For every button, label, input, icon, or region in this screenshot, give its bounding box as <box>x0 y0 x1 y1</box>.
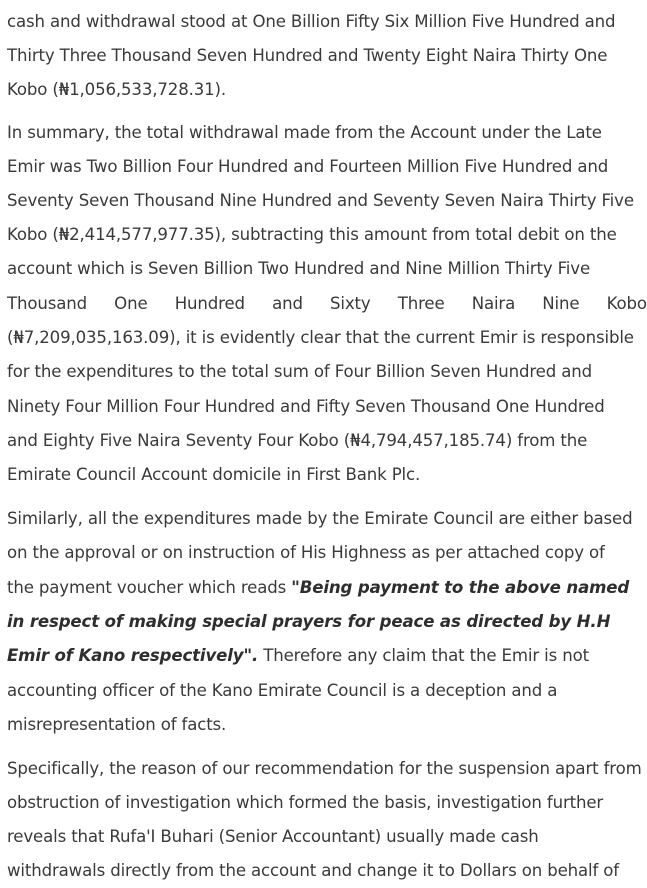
text-line: for the expenditures to the total sum of Four Billion Seven Hundred and <box>7 362 593 381</box>
plain-text: the payment voucher which reads <box>7 578 292 597</box>
word: and <box>272 294 303 313</box>
word: One <box>114 294 148 313</box>
word: Thousand <box>7 294 87 313</box>
text-line: misrepresentation of facts. <box>7 715 227 734</box>
text-line: reveals that Rufa'I Buhari (Senior Accountant) usually made cash <box>7 827 539 846</box>
voucher-quote: Emir of Kano respectively". <box>7 646 259 665</box>
word: Three <box>397 294 445 313</box>
text-line: obstruction of investigation which formed the basis, investigation further <box>7 793 604 812</box>
text-line: (₦7,209,035,163.09), it is evidently clear that the current Emir is responsible <box>7 328 634 347</box>
text-line: and Eighty Five Naira Seventy Four Kobo (₦4,794,457,185.74) from the <box>7 431 588 450</box>
text-line <box>7 639 589 673</box>
word: Naira <box>471 294 516 313</box>
justified-text-line <box>7 287 647 321</box>
text-line: In summary, the total withdrawal made from the Account under the Late <box>7 123 602 142</box>
text-line: accounting officer of the Kano Emirate Council is a deception and a <box>7 681 558 700</box>
text-line: Specifically, the reason of our recommendation for the suspension apart from <box>7 759 642 778</box>
word: Nine <box>542 294 580 313</box>
text-line: withdrawals directly from the account and change it to Dollars on behalf of <box>7 861 619 880</box>
text-line: Seventy Seven Thousand Nine Hundred and Seventy Seven Naira Thirty Five <box>7 191 634 210</box>
plain-text: Therefore any claim that the Emir is not <box>258 646 589 665</box>
text-line: Emir was Two Billion Four Hundred and Fourteen Million Five Hundred and <box>7 157 609 176</box>
text-line: account which is Seven Billion Two Hundred and Nine Million Thirty Five <box>7 259 590 278</box>
voucher-quote: "Being payment to the above named <box>291 578 630 597</box>
text-line: Ninety Four Million Four Hundred and Fifty Seven Thousand One Hundred <box>7 397 605 416</box>
text-line: Thirty Three Thousand Seven Hundred and Twenty Eight Naira Thirty One <box>7 46 608 65</box>
word: Kobo <box>606 294 647 313</box>
text-line: Similarly, all the expenditures made by the Emirate Council are either based <box>7 509 633 528</box>
text-line: Emirate Council Account domicile in First Bank Plc. <box>7 465 421 484</box>
text-line: Kobo (₦2,414,577,977.35), subtracting this amount from total debit on the <box>7 225 617 244</box>
word: Sixty <box>330 294 371 313</box>
text-line <box>7 571 629 605</box>
voucher-quote: in respect of making special prayers for peace as directed by H.H <box>7 612 611 631</box>
text-line: cash and withdrawal stood at One Billion Fifty Six Million Five Hundred and <box>7 12 616 31</box>
text-line: on the approval or on instruction of His Highness as per attached copy of <box>7 543 605 562</box>
word: Hundred <box>174 294 245 313</box>
text-line: Kobo (₦1,056,533,728.31). <box>7 80 226 99</box>
